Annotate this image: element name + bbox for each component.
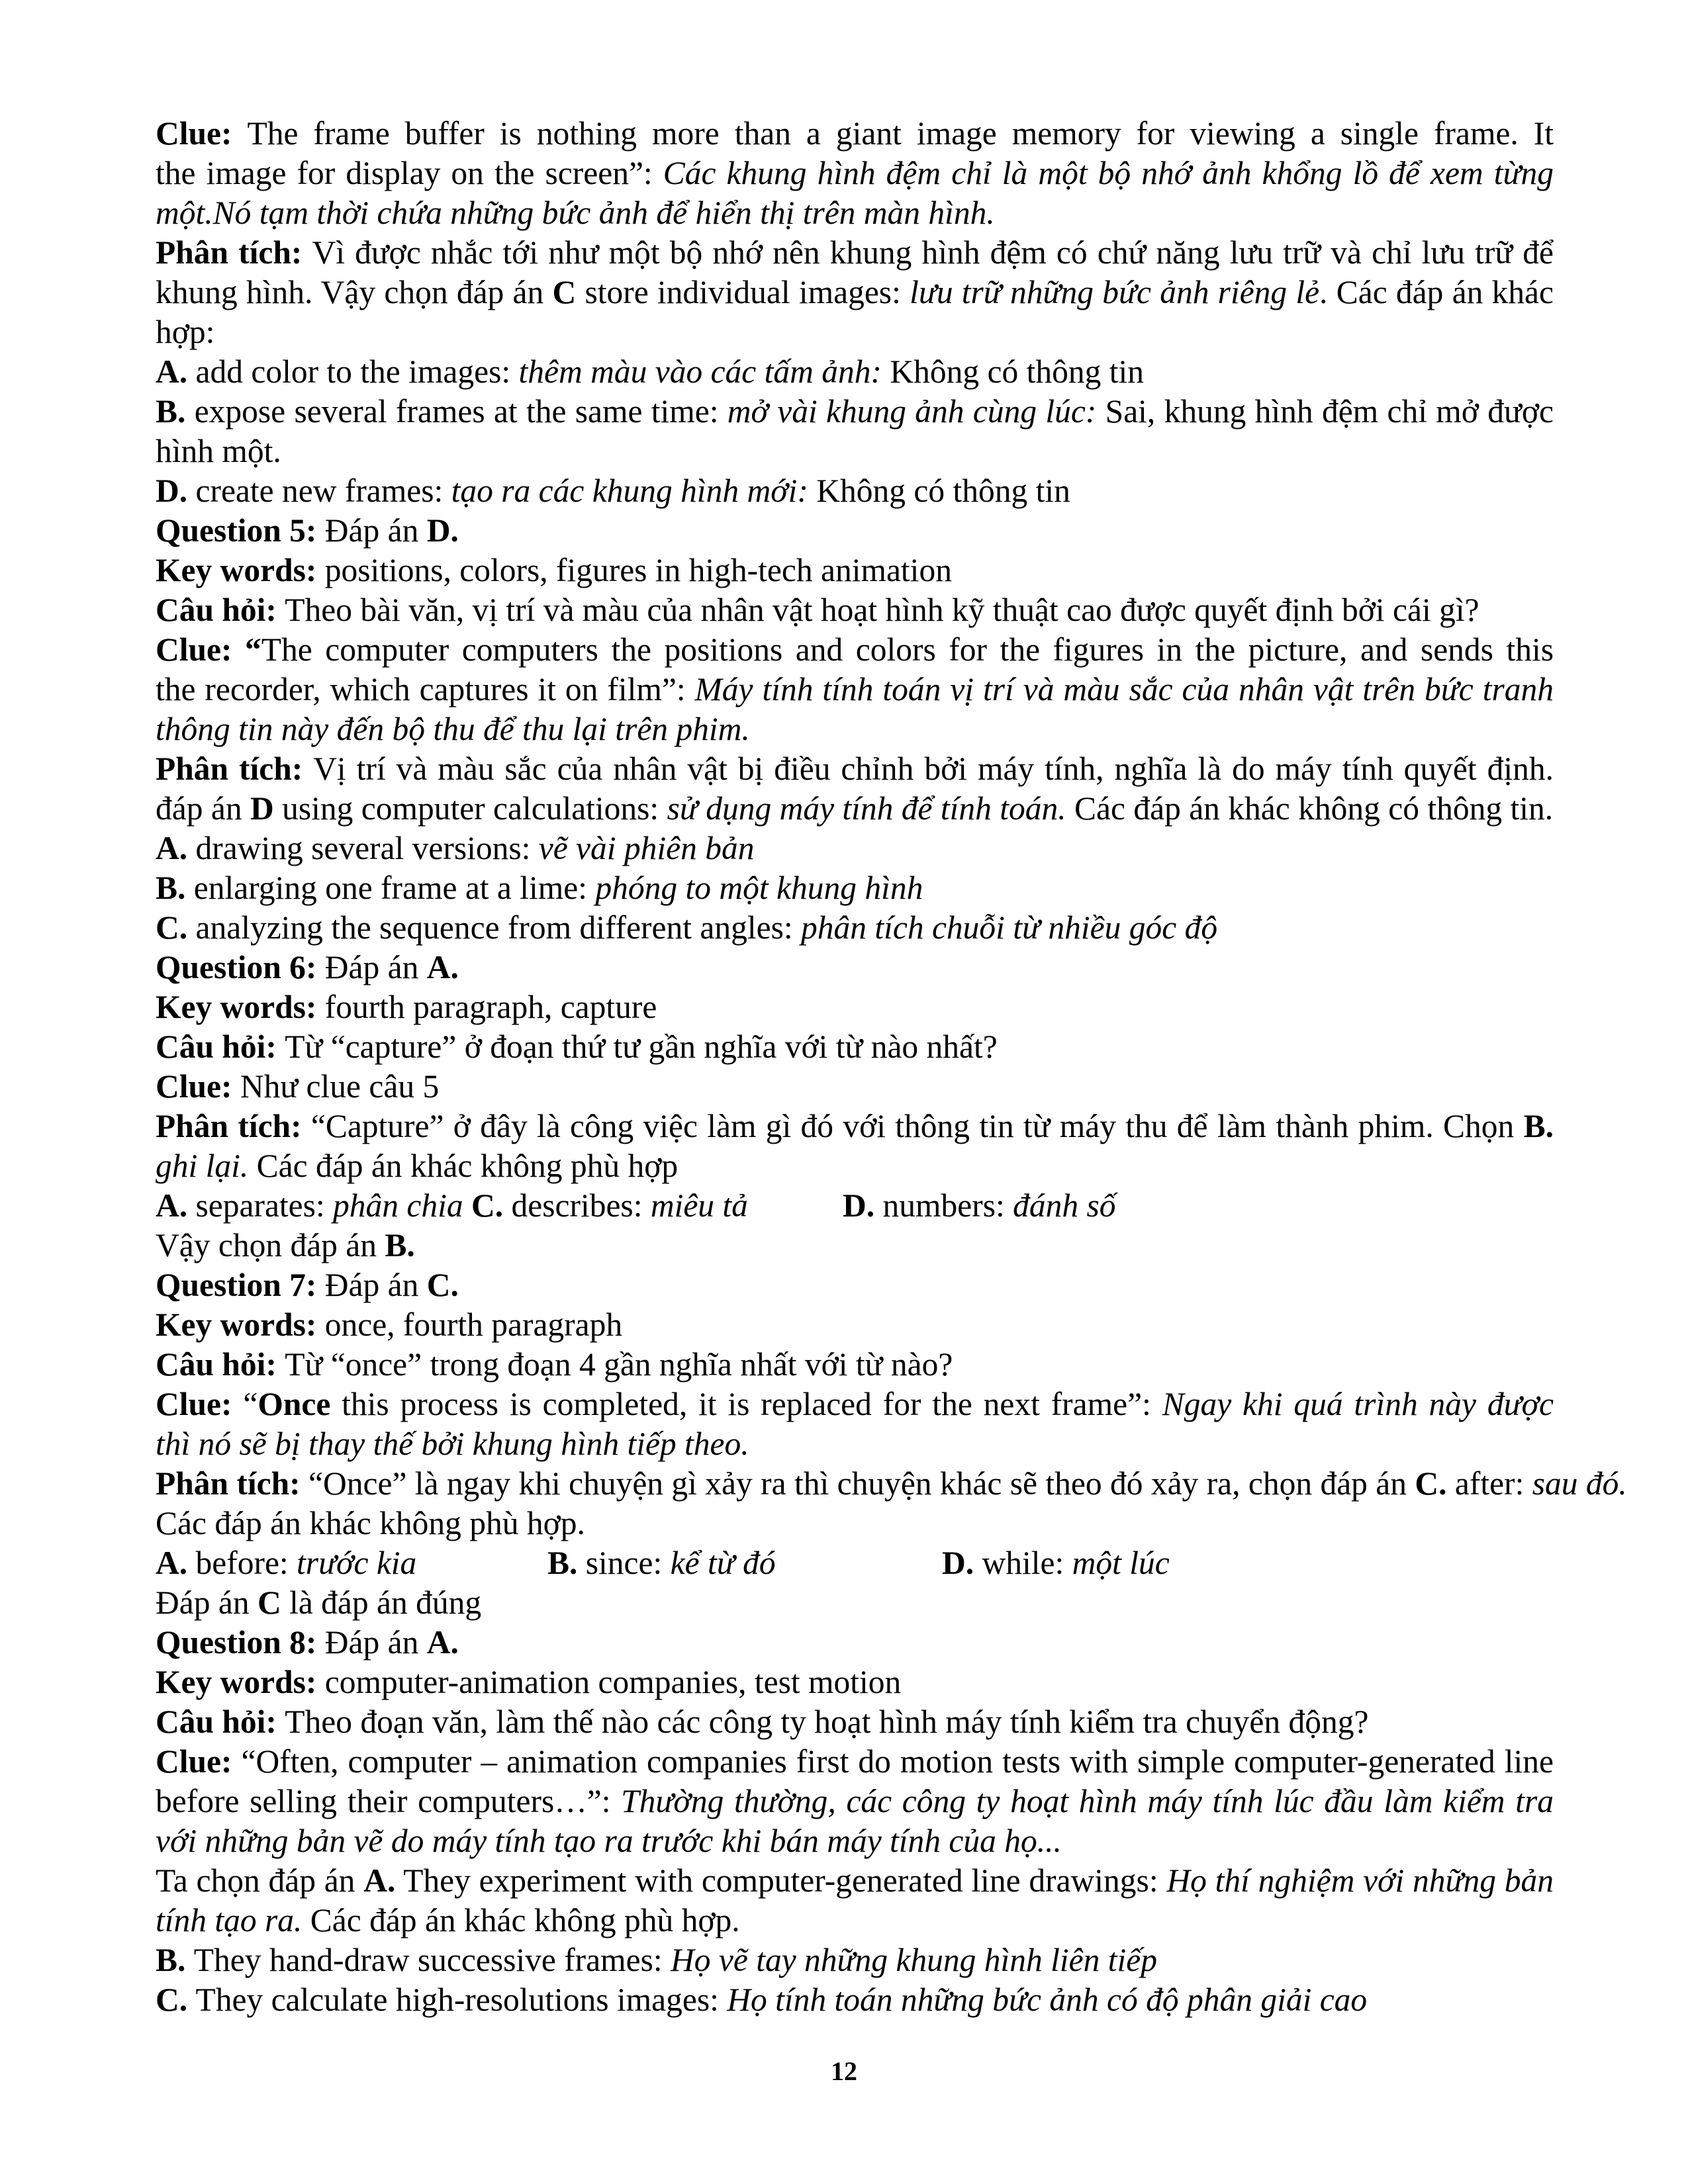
bold-text: Clue: (156, 1068, 240, 1105)
italic-text: thêm màu vào các tấm ảnh: (518, 353, 882, 390)
bold-text: Clue: (156, 1386, 244, 1422)
text-line (156, 352, 1554, 392)
italic-text: phân tích chuỗi từ nhiều góc độ (800, 909, 1218, 946)
bold-text: C. (1415, 1465, 1447, 1502)
bold-text: Phân tích: (156, 1465, 309, 1502)
text: Vị trí và màu sắc của nhân vật bị điều chỉnh bởi máy tính, nghĩa là do máy tính quyết định. (313, 751, 1554, 787)
text: Ta chọn đáp án (156, 1862, 364, 1899)
text: create new frames: (195, 473, 451, 509)
bold-text: Câu hỏi: (156, 1346, 285, 1383)
bold-text: Key words: (156, 552, 325, 588)
text-line (156, 829, 1554, 868)
text-line (156, 987, 1554, 1027)
text-line (156, 154, 1554, 193)
text-line (156, 670, 1554, 709)
text: the image for display on the screen”: (156, 155, 663, 191)
bold-text: Clue: “ (156, 631, 261, 668)
text-line (156, 1424, 1554, 1464)
text-line (156, 1186, 1554, 1226)
text-line (156, 1742, 1554, 1782)
text: Các đáp án khác không phù hợp. (302, 1902, 740, 1938)
text-line (156, 1107, 1554, 1146)
text-line (156, 1901, 1554, 1940)
text: before selling their computers…”: (156, 1783, 622, 1819)
text: using computer calculations: (273, 790, 667, 827)
bold-text: A. (363, 1862, 396, 1899)
text: store individual images: (576, 274, 910, 310)
text: Không có thông tin (882, 353, 1144, 390)
bold-text: Key words: (156, 1664, 325, 1700)
bold-text: Question 8: (156, 1624, 325, 1661)
italic-text: một lúc (1072, 1545, 1170, 1581)
text: khung hình. Vậy chọn đáp án (156, 274, 553, 310)
text-line (156, 868, 1554, 908)
text-line (156, 908, 1554, 948)
bold-text: D (250, 790, 274, 827)
text: describes: (511, 1187, 651, 1224)
bold-text: D. (843, 1187, 883, 1224)
text: là đáp án đúng (281, 1584, 482, 1621)
text-line (156, 1504, 1554, 1543)
text-line (156, 1782, 1554, 1821)
bold-text: Phân tích: (156, 1108, 311, 1144)
bold-text: C. (156, 1981, 196, 2018)
text: They experiment with computer-generated line drawings: (395, 1862, 1167, 1899)
text-line (156, 630, 1554, 670)
text-line (156, 1623, 1554, 1662)
text: hợp: (156, 314, 215, 350)
text: drawing several versions: (195, 830, 539, 866)
text-line (156, 432, 1554, 471)
text-line (156, 709, 1554, 749)
text: after: (1446, 1465, 1532, 1502)
italic-text: lưu trữ những bức ảnh riêng lẻ (910, 274, 1320, 310)
italic-text: Họ tính toán những bức ảnh có độ phân giải cao (727, 1981, 1368, 2018)
italic-text: Họ vẽ tay những khung hình liên tiếp (671, 1942, 1157, 1978)
italic-text: mở vài khung ảnh cùng lúc: (727, 393, 1097, 430)
bold-text: A. (426, 1624, 459, 1661)
italic-text: sử dụng máy tính để tính toán. (667, 790, 1066, 827)
text: Vậy chọn đáp án (156, 1227, 385, 1263)
text-line (156, 1702, 1554, 1742)
text: They calculate high-resolutions images: (195, 1981, 727, 2018)
italic-text: Máy tính tính toán vị trí và màu sắc của nhân vật trên bức tranh (694, 671, 1554, 707)
text-line (156, 1464, 1627, 1504)
text: Các đáp án khác không phù hợp. (156, 1505, 585, 1541)
text: positions, colors, figures in high-tech animation (324, 552, 952, 588)
text: Như clue câu 5 (240, 1068, 440, 1105)
text: expose several frames at the same time: (194, 393, 727, 430)
italic-text: một.Nó tạm thời chứa những bức ảnh để hiển thị trên màn hình. (156, 195, 995, 231)
text: since: (585, 1545, 671, 1581)
italic-text: sau đó. (1532, 1465, 1627, 1502)
bold-text: C. (156, 909, 196, 946)
text-line (156, 114, 1554, 154)
text: Theo đoạn văn, làm thế nào các công ty hoạt hình máy tính kiểm tra chuyển động? (285, 1704, 1369, 1740)
bold-text: Câu hỏi: (156, 1704, 285, 1740)
text: Đáp án (324, 1624, 427, 1661)
text-line (156, 1940, 1554, 1980)
text: “Capture” ở đây là công việc làm gì đó với thông tin từ máy thu để làm thành phim. Chọn (310, 1108, 1524, 1144)
text-line (156, 1067, 1554, 1107)
text-line (156, 1543, 1554, 1583)
italic-text: phân chia (333, 1187, 472, 1224)
bold-text: Once (258, 1386, 331, 1422)
italic-text: trước kia (297, 1545, 417, 1581)
bold-text: D. (156, 473, 196, 509)
text-line (156, 1662, 1554, 1702)
text: Đáp án (156, 1584, 258, 1621)
text-line (156, 1861, 1554, 1901)
text: analyzing the sequence from different angles: (195, 909, 801, 946)
text: Không có thông tin (808, 473, 1070, 509)
text-line (156, 1305, 1554, 1345)
text: Từ “once” trong đoạn 4 gần nghĩa nhất với từ nào? (285, 1346, 953, 1383)
italic-text: Thường thường, các công ty hoạt hình máy tính lúc đầu làm kiểm tra (621, 1783, 1554, 1819)
text-line (156, 590, 1554, 630)
text: Đáp án (324, 1267, 427, 1303)
italic-text: thông tin này đến bộ thu để thu lại trên phim. (156, 711, 750, 747)
bold-text: Phân tích: (156, 751, 314, 787)
bold-text: Question 7: (156, 1267, 325, 1303)
italic-text: Ngay khi quá trình này được (1162, 1386, 1554, 1422)
bold-text: C. (471, 1187, 512, 1224)
bold-text: Clue: (156, 1743, 242, 1780)
bold-text: A. (156, 1187, 196, 1224)
text-line (156, 789, 1554, 829)
answer-option (942, 1543, 1170, 1583)
text-line (156, 749, 1554, 789)
text: hình một. (156, 433, 281, 469)
text-line (156, 948, 1554, 987)
answer-option (156, 1543, 416, 1583)
text: computer-animation companies, test motion (324, 1664, 902, 1700)
text-line (156, 1345, 1554, 1385)
italic-text: với những bản vẽ do máy tính tạo ra trước khi bán máy tính của họ... (156, 1823, 1062, 1859)
text-line (156, 471, 1554, 511)
bold-text: D. (426, 512, 459, 549)
bold-text: B. (156, 1942, 194, 1978)
italic-text: ghi lại. (156, 1148, 249, 1184)
bold-text: C. (426, 1267, 459, 1303)
text-line (156, 392, 1554, 432)
answer-option (156, 1186, 748, 1226)
bold-text: Câu hỏi: (156, 592, 285, 628)
bold-text: A. (156, 830, 196, 866)
bold-text: D. (942, 1545, 982, 1581)
text: before: (195, 1545, 297, 1581)
bold-text: Clue: (156, 115, 248, 152)
bold-text: A. (156, 1545, 196, 1581)
text-line (156, 1146, 1554, 1186)
text: Đáp án (324, 949, 427, 985)
text: the recorder, which captures it on film”: (156, 671, 695, 707)
text-line (156, 511, 1554, 551)
text: Vì được nhắc tới như một bộ nhớ nên khung hình đệm có chứ năng lưu trữ và chỉ lưu trữ để (312, 234, 1554, 271)
text-line (156, 1821, 1554, 1861)
text: đáp án (156, 790, 250, 827)
text: “Often, computer – animation companies first do motion tests with simple computer-generated line (241, 1743, 1554, 1780)
text-line (156, 1385, 1554, 1424)
page-number: 12 (831, 2056, 857, 2086)
text-line (156, 1226, 1554, 1265)
italic-text: miêu tả (650, 1187, 748, 1224)
text: fourth paragraph, capture (324, 989, 657, 1025)
text-line (156, 1027, 1554, 1067)
text: separates: (195, 1187, 334, 1224)
answer-option (547, 1543, 776, 1583)
text: Đáp án (324, 512, 427, 549)
bold-text: Key words: (156, 989, 325, 1025)
text: Từ “capture” ở đoạn thứ tư gần nghĩa với từ nào nhất? (285, 1028, 998, 1065)
document-body (156, 114, 1627, 2020)
italic-text: Các khung hình đệm chỉ là một bộ nhớ ảnh khổng lồ để xem từng (663, 155, 1554, 191)
bold-text: Question 5: (156, 512, 325, 549)
text: enlarging one frame at a lime: (193, 870, 596, 906)
text: “ (243, 1386, 258, 1422)
bold-text: C (257, 1584, 281, 1621)
text: add color to the images: (195, 353, 519, 390)
bold-text: Phân tích: (156, 234, 312, 271)
text-line (156, 273, 1554, 312)
text: numbers: (882, 1187, 1013, 1224)
text: The frame buffer is nothing more than a giant image memory for viewing a single frame. It (247, 115, 1554, 152)
italic-text: tính tạo ra. (156, 1902, 303, 1938)
bold-text: C (552, 274, 577, 310)
text: once, fourth paragraph (324, 1306, 623, 1343)
italic-text: vẽ vài phiên bản (538, 830, 755, 866)
text: They hand-draw successive frames: (193, 1942, 671, 1978)
text: Theo bài văn, vị trí và màu của nhân vật hoạt hình kỹ thuật cao được quyết định bởi cái gì? (285, 592, 1479, 628)
bold-text: A. (156, 353, 196, 390)
text: Các đáp án khác không phù hợp (248, 1148, 679, 1184)
text-line (156, 1583, 1554, 1623)
text-line (156, 1980, 1554, 2020)
bold-text: B. (1523, 1108, 1554, 1144)
answer-option (843, 1186, 1116, 1226)
italic-text: tạo ra các khung hình mới: (451, 473, 808, 509)
text-line (156, 233, 1554, 273)
bold-text: B. (547, 1545, 586, 1581)
bold-text: B. (156, 393, 195, 430)
italic-text: Họ thí nghiệm với những bản (1166, 1862, 1554, 1899)
text: Các đáp án khác không có thông tin. (1066, 790, 1554, 827)
text: Sai, khung hình đệm chỉ mở được (1105, 393, 1554, 430)
bold-text: A. (426, 949, 459, 985)
bold-text: B. (156, 870, 194, 906)
italic-text: phóng to một khung hình (595, 870, 923, 906)
text: while: (982, 1545, 1072, 1581)
italic-text: kể từ đó (670, 1545, 776, 1581)
italic-text: thì nó sẽ bị thay thế bởi khung hình tiếp theo. (156, 1426, 749, 1462)
text-line (156, 1265, 1554, 1305)
text: . Các đáp án khác (1319, 274, 1554, 310)
italic-text: đánh số (1013, 1187, 1116, 1224)
text: “Once” là ngay khi chuyện gì xảy ra thì chuyện khác sẽ theo đó xảy ra, chọn đáp án (308, 1465, 1415, 1502)
bold-text: B. (385, 1227, 415, 1263)
text-line (156, 193, 1554, 233)
text: this process is completed, it is replaced for the next frame”: (330, 1386, 1162, 1422)
bold-text: Câu hỏi: (156, 1028, 285, 1065)
text-line (156, 312, 1554, 352)
bold-text: Key words: (156, 1306, 325, 1343)
text-line (156, 551, 1554, 590)
bold-text: Question 6: (156, 949, 325, 985)
text: The computer computers the positions and colors for the figures in the picture, and sends this (261, 631, 1554, 668)
